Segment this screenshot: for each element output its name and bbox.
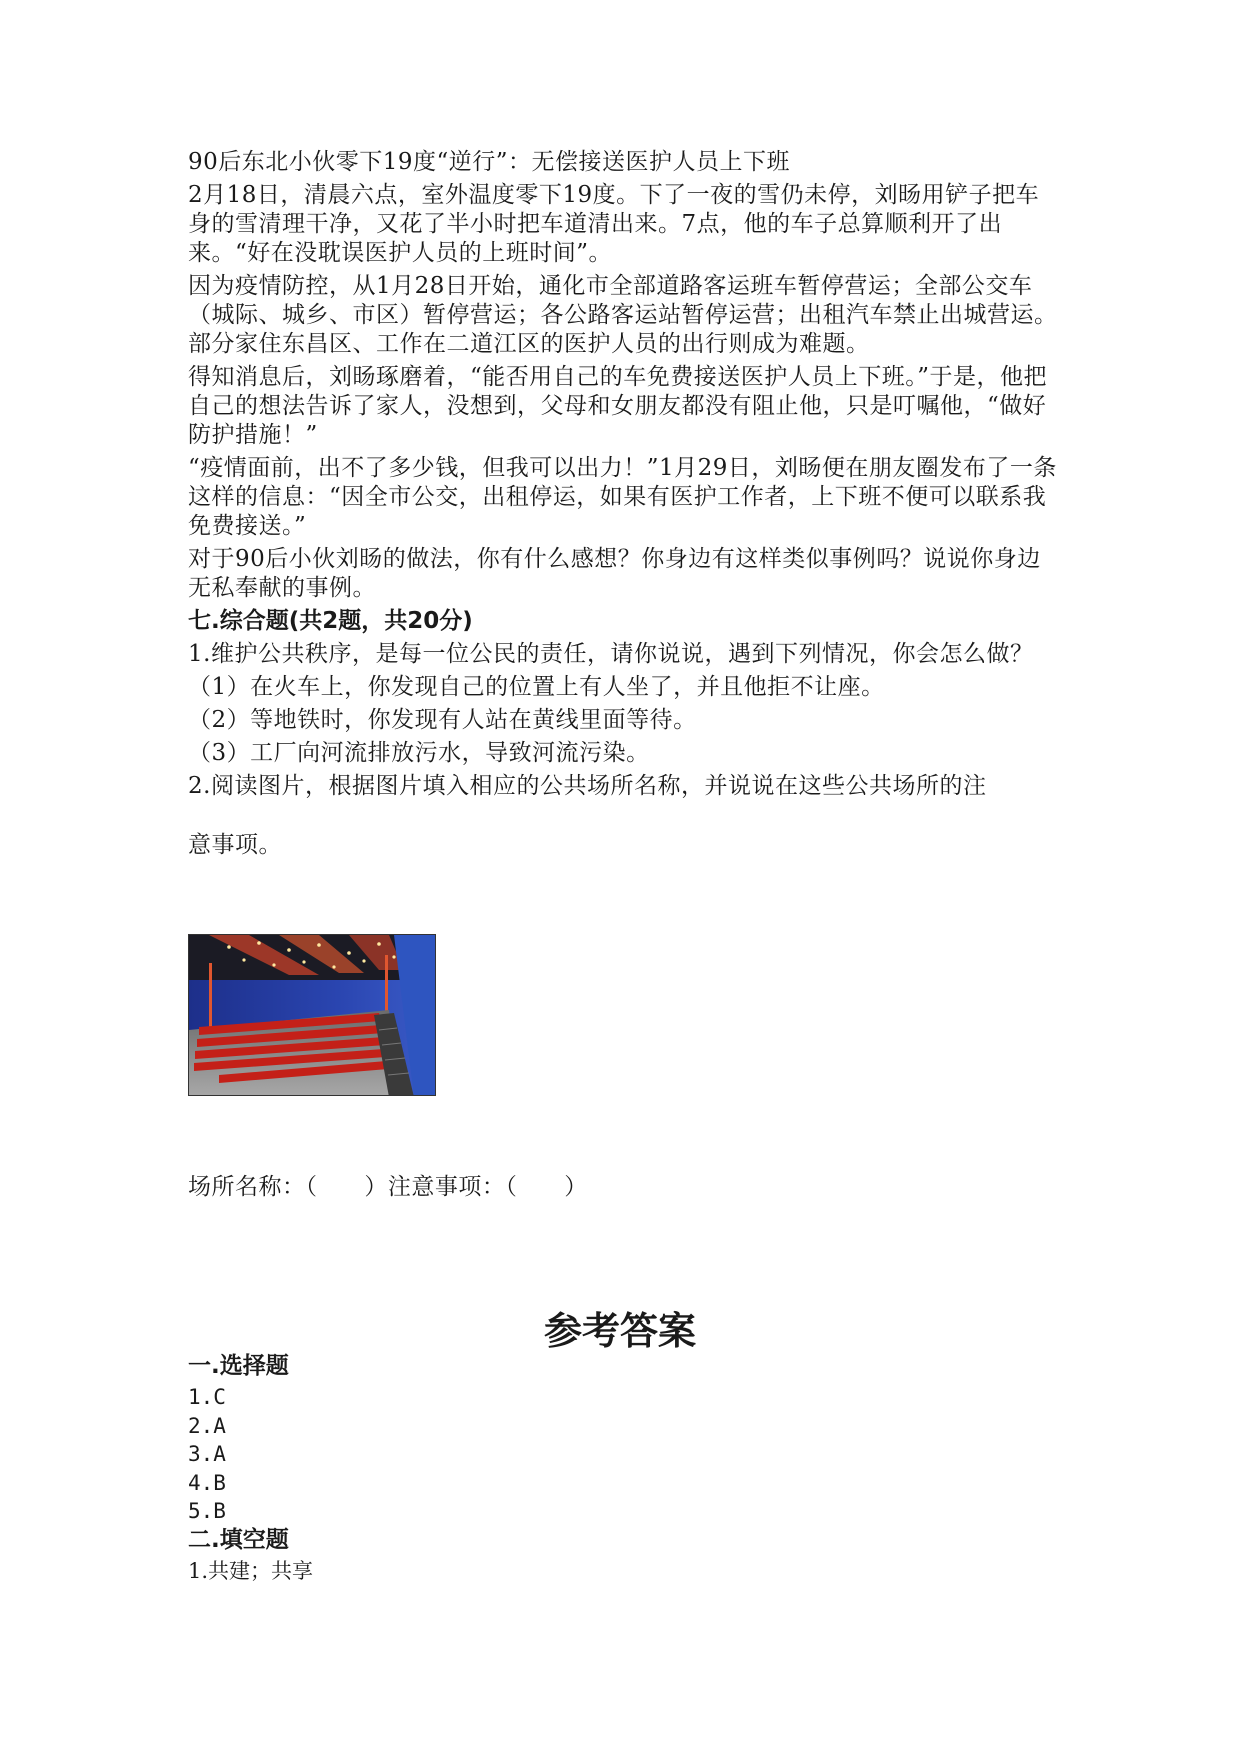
cinema-illustration — [189, 935, 436, 1096]
q1-item: （2）等地铁时，你发现有人站在黄线里面等待。 — [188, 707, 697, 733]
story-paragraph: 2月18日，清晨六点，室外温度零下19度。下了一夜的雪仍未停，刘旸用铲子把车身的雪清理干净，又花了半小时把车道清出来。7点，他的车子总算顺利开了出来。“好在没耽误医护人员的上班时间”。 — [188, 182, 1040, 266]
answers-section — [188, 1352, 1058, 1585]
story-paragraph: “疫情面前，出不了多少钱，但我可以出力！”1月29日，刘旸便在朋友圈发布了一条这样的信息：“因全市公交，出租停运，如果有医护工作者，上下班不便可以联系我免费接送。” — [188, 455, 1057, 539]
question-page — [188, 148, 1058, 864]
story-title: 90后东北小伙零下19度“逆行”：无偿接送医护人员上下班 — [188, 149, 791, 175]
answer-item: 1.C — [188, 1385, 226, 1409]
section7-heading: 七.综合题(共2题，共20分) — [188, 608, 473, 634]
q2-text: 2.阅读图片，根据图片填入相应的公共场所名称，并说说在这些公共场所的注 — [188, 773, 987, 799]
answer-item: 5.B — [188, 1499, 226, 1523]
answer-item: 2.A — [188, 1413, 226, 1438]
cinema-photo — [188, 934, 436, 1096]
answer-item: 4.B — [188, 1470, 226, 1495]
fill-in-line: 场所名称：（ ）注意事项：（ ） — [188, 1174, 588, 1200]
story-question: 对于90后小伙刘旸的做法，你有什么感想？你身边有这样类似事例吗？说说你身边无私奉献的事例。 — [188, 546, 1041, 601]
answers-section1-heading: 一.选择题 — [188, 1353, 289, 1379]
q1-item: （3）工厂向河流排放污水，导致河流污染。 — [188, 740, 650, 766]
answers-section2-heading: 二.填空题 — [188, 1526, 289, 1553]
story-paragraph: 得知消息后，刘旸琢磨着，“能否用自己的车免费接送医护人员上下班。”于是，他把自己的想法告诉了家人，没想到，父母和女朋友都没有阻止他，只是叮嘱他，“做好防护措施！” — [188, 364, 1048, 448]
q1-item: （1）在火车上，你发现自己的位置上有人坐了，并且他拒不让座。 — [188, 674, 885, 700]
q1-text: 1.维护公共秩序，是每一位公民的责任，请你说说，遇到下列情况，你会怎么做？ — [188, 641, 1034, 667]
answer-item: 1.共建；共享 — [188, 1558, 314, 1583]
answer-item: 3.A — [188, 1442, 226, 1466]
story-paragraph: 因为疫情防控，从1月28日开始，通化市全部道路客运班车暂停营运；全部公交车（城际、城乡、市区）暂停营运；各公路客运站暂停运营；出租汽车禁止出城营运。部分家住东昌区、工作在二道江区的医护人员的出行则成为难题。 — [188, 273, 1058, 357]
q2-text-continued: 意事项。 — [188, 832, 282, 858]
answers-title: 参考答案 — [543, 1309, 696, 1353]
